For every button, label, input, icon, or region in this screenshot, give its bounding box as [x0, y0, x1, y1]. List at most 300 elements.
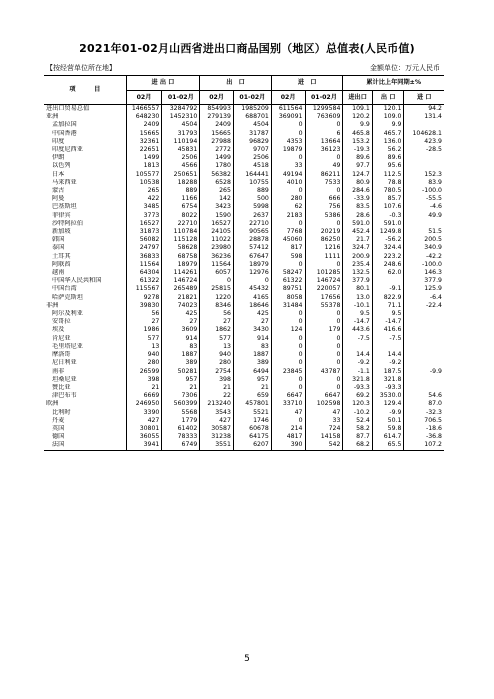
cell-value: 21821 [162, 294, 200, 302]
cell-value [372, 277, 404, 285]
cell-value: 36055 [126, 433, 162, 441]
row-label: 比利时 [52, 408, 71, 416]
table-row [44, 285, 444, 293]
cell-value: 9.5 [343, 310, 372, 318]
export-month-header: 02月 [200, 91, 234, 105]
cell-value: 2772 [200, 146, 234, 154]
cell-value [404, 154, 444, 162]
cell-value: 36236 [200, 253, 234, 261]
import-month-header: 02月 [271, 91, 305, 105]
cell-value: 105577 [126, 171, 162, 179]
cell-value: -33.9 [343, 195, 372, 203]
cell-value: 0 [305, 261, 343, 269]
cell-value: 3773 [126, 212, 162, 220]
cell-value: 854993 [200, 105, 234, 114]
table-row [44, 113, 444, 121]
cell-value: 152.3 [404, 171, 444, 179]
cell-value: 1986 [126, 326, 162, 334]
cell-value: 16527 [126, 220, 162, 228]
cell-value: -9.1 [372, 285, 404, 293]
cell-value: 2754 [200, 368, 234, 376]
cell-value: -18.6 [404, 425, 444, 433]
cell-value: 120.3 [343, 400, 372, 408]
total-group-header: 进 出 口 [126, 76, 200, 91]
row-label: 丹麦 [52, 416, 65, 424]
cell-value: 0 [271, 343, 305, 351]
cell-value: 0 [271, 261, 305, 269]
cell-value: 115128 [162, 236, 200, 244]
cell-value: 36123 [305, 146, 343, 154]
cell-value: 10538 [126, 179, 162, 187]
row-label: 马来西亚 [52, 178, 77, 186]
cell-value: 9.9 [343, 121, 372, 129]
table-row [44, 351, 444, 359]
cell-value: 49.9 [404, 212, 444, 220]
table-row [44, 179, 444, 187]
cell-value: 14.4 [343, 351, 372, 359]
cell-value: 102598 [305, 400, 343, 408]
row-label: 印度尼西亚 [52, 146, 83, 154]
cell-value [404, 343, 444, 351]
row-label: 坦桑尼亚 [52, 375, 77, 383]
cell-value: 1216 [305, 244, 343, 252]
cell-value [404, 162, 444, 170]
row-label: 阿曼 [52, 195, 65, 203]
cell-value: 68758 [162, 253, 200, 261]
table-row [44, 138, 444, 146]
cell-value: 18646 [233, 302, 271, 310]
row-label: 非洲 [46, 301, 59, 309]
cell-value: 4165 [233, 294, 271, 302]
cell-value: 265 [126, 187, 162, 195]
cell-value: 1111 [305, 253, 343, 261]
cell-value: 3543 [200, 409, 234, 417]
cell-value: 114261 [162, 269, 200, 277]
cell-value: 389 [162, 359, 200, 367]
cell-value: 280 [271, 195, 305, 203]
cell-value: 591.0 [372, 220, 404, 228]
cell-value: 25815 [200, 285, 234, 293]
cell-value: 107.6 [372, 203, 404, 211]
cell-value: 1299584 [305, 105, 343, 114]
cell-value: 0 [305, 359, 343, 367]
cell-value: 1499 [126, 154, 162, 162]
cell-value: 18979 [233, 261, 271, 269]
cell-value: 58247 [271, 269, 305, 277]
cell-value: 340.9 [404, 244, 444, 252]
cell-value: 1466557 [126, 105, 162, 114]
cell-value: 14158 [305, 433, 343, 441]
table-row [44, 343, 444, 351]
table-row [44, 105, 444, 114]
cell-value: 940 [200, 351, 234, 359]
cell-value: 6 [305, 130, 343, 138]
cell-value: 87.0 [404, 400, 444, 408]
cell-value: 0 [271, 130, 305, 138]
cell-value: 67647 [233, 253, 271, 261]
row-label: 南非 [52, 367, 65, 375]
cell-value: 56082 [126, 236, 162, 244]
cell-value: 422 [126, 195, 162, 203]
cell-value: 59.8 [372, 425, 404, 433]
cell-value: 13.0 [343, 294, 372, 302]
cell-value: 83.9 [404, 179, 444, 187]
cell-value: 4504 [162, 121, 200, 129]
cell-value: 822.9 [372, 294, 404, 302]
cell-value: 3430 [233, 326, 271, 334]
table-row [44, 130, 444, 138]
cell-value: 577 [126, 335, 162, 343]
cell-value: 16527 [200, 220, 234, 228]
cell-value: 112.5 [372, 171, 404, 179]
cell-value: 10755 [233, 179, 271, 187]
cell-value: 1813 [126, 162, 162, 170]
row-label: 肯尼亚 [52, 334, 71, 342]
cell-value: -55.5 [404, 195, 444, 203]
cell-value: 914 [233, 335, 271, 343]
row-label: 哈萨克斯坦 [52, 293, 83, 301]
cell-value: 223.2 [372, 253, 404, 261]
cell-value [343, 343, 372, 351]
table-row [44, 409, 444, 417]
cell-value: 1590 [200, 212, 234, 220]
cell-value: 724 [305, 425, 343, 433]
cell-value: 0 [271, 121, 305, 129]
basis-note: 【按经营单位所在地】 [46, 64, 116, 72]
cell-value: 179 [305, 326, 343, 334]
table-row [44, 121, 444, 129]
cell-value: -100.0 [404, 187, 444, 195]
cell-value: 124.7 [343, 171, 372, 179]
cell-value: 214 [271, 425, 305, 433]
cell-value: 9707 [233, 146, 271, 154]
cell-value: 86250 [305, 236, 343, 244]
cell-value: 1746 [233, 417, 271, 425]
cell-value: 560399 [162, 400, 200, 408]
total-month-header: 02月 [126, 91, 162, 105]
table-row [44, 392, 444, 400]
cell-value: 19879 [271, 146, 305, 154]
cell-value: 87.7 [343, 433, 372, 441]
cell-value: 0 [305, 384, 343, 392]
cell-value: 30587 [200, 425, 234, 433]
cell-value: 89.6 [372, 154, 404, 162]
export-group-header: 出 口 [200, 76, 272, 91]
trade-table [44, 75, 444, 451]
cell-value: 89751 [271, 285, 305, 293]
cell-value [404, 326, 444, 334]
cell-value: 69.2 [343, 392, 372, 400]
table-row [44, 277, 444, 285]
cell-value: 542 [305, 441, 343, 450]
table-row [44, 400, 444, 408]
cell-value: 324.4 [372, 244, 404, 252]
cell-value: 0 [271, 187, 305, 195]
cell-value: -9.2 [372, 359, 404, 367]
cell-value: 756 [305, 203, 343, 211]
cell-value: 89.6 [343, 154, 372, 162]
cell-value: 6207 [233, 441, 271, 450]
cell-value: 131.4 [404, 113, 444, 121]
cell-value: 2409 [200, 121, 234, 129]
cell-value: 398 [126, 376, 162, 384]
cell-value: 4353 [271, 138, 305, 146]
cell-value: 500 [233, 195, 271, 203]
change-export-header: 出 口 [372, 91, 404, 105]
cell-value [404, 318, 444, 326]
cell-value: 68.2 [343, 441, 372, 450]
cell-value: 94.2 [404, 105, 444, 114]
cell-value: 28.6 [343, 212, 372, 220]
cell-value: 52.4 [343, 417, 372, 425]
cell-value: 27 [200, 318, 234, 326]
cell-value: 107.2 [404, 441, 444, 450]
cell-value: 0 [200, 277, 234, 285]
cell-value: 423.9 [404, 138, 444, 146]
cell-value [404, 351, 444, 359]
cell-value: 9278 [126, 294, 162, 302]
cell-value: 0 [305, 220, 343, 228]
cell-value: -1.1 [343, 368, 372, 376]
cell-value: 0 [271, 154, 305, 162]
cell-value: 27 [126, 318, 162, 326]
cell-value: 213240 [200, 400, 234, 408]
cell-value: 1499 [200, 154, 234, 162]
cell-value: 33 [271, 162, 305, 170]
row-label: 泰国 [52, 244, 65, 252]
cell-value: 80.9 [343, 179, 372, 187]
cell-value: 95.6 [372, 162, 404, 170]
table-row [44, 261, 444, 269]
cell-value: 129.4 [372, 400, 404, 408]
cell-value: 1220 [200, 294, 234, 302]
cell-value: 0 [305, 343, 343, 351]
table-row [44, 212, 444, 220]
page-title: 2021年01-02月山西省进出口商品国别（地区）总值表(人民币值) [79, 42, 415, 55]
row-label: 中国华人民共和国 [52, 277, 102, 285]
cell-value: -36.8 [404, 433, 444, 441]
cell-value: 85.7 [372, 195, 404, 203]
import-group-header: 进 口 [271, 76, 343, 91]
cell-value: 115567 [126, 285, 162, 293]
cell-value: 49 [305, 162, 343, 170]
cell-value: 23980 [200, 244, 234, 252]
cell-value: 47 [271, 409, 305, 417]
row-label: 欧洲 [46, 400, 59, 408]
cell-value: 136.0 [372, 138, 404, 146]
cell-value: 425 [233, 310, 271, 318]
cell-value: 324.7 [343, 244, 372, 252]
cell-value: 36833 [126, 253, 162, 261]
cell-value: 9.5 [372, 310, 404, 318]
cell-value: 265489 [162, 285, 200, 293]
cell-value: 688701 [233, 113, 271, 121]
cell-value [372, 343, 404, 351]
cell-value: 250651 [162, 171, 200, 179]
table-row [44, 302, 444, 310]
cell-value: 187.5 [372, 368, 404, 376]
cell-value: 4518 [233, 162, 271, 170]
cell-value: 763609 [305, 113, 343, 121]
cell-value: 32361 [126, 138, 162, 146]
cell-value: 390 [271, 441, 305, 450]
table-row [44, 236, 444, 244]
cell-value: 577 [200, 335, 234, 343]
table-row [44, 203, 444, 211]
row-label: 韩国 [52, 236, 65, 244]
change-total-header: 进出口 [343, 91, 372, 105]
row-label: 巴基斯坦 [52, 203, 77, 211]
cell-value: 0 [271, 220, 305, 228]
cell-value: 377.9 [343, 277, 372, 285]
cell-value: 4504 [233, 121, 271, 129]
cell-value: 817 [271, 244, 305, 252]
cell-value: 3530.0 [372, 392, 404, 400]
cell-value: 614.7 [372, 433, 404, 441]
cell-value: 889 [233, 187, 271, 195]
cell-value: 659 [233, 392, 271, 400]
table-row [44, 220, 444, 228]
cell-value: 7533 [305, 179, 343, 187]
cell-value: 6754 [162, 203, 200, 211]
cell-value: 4566 [162, 162, 200, 170]
cell-value: -19.3 [343, 146, 372, 154]
cell-value: 21 [126, 384, 162, 392]
cell-value: 0 [271, 335, 305, 343]
cell-value: 74023 [162, 302, 200, 310]
cell-value: 4010 [271, 179, 305, 187]
cell-value: 1887 [233, 351, 271, 359]
cell-value: 24105 [200, 228, 234, 236]
cell-value: 6669 [126, 392, 162, 400]
cell-value: 3941 [126, 441, 162, 450]
cell-value: 9.9 [372, 121, 404, 129]
cell-value: 0 [305, 154, 343, 162]
cell-value: 8022 [162, 212, 200, 220]
cell-value: 3485 [126, 203, 162, 211]
cell-value: 321.8 [343, 376, 372, 384]
cell-value: 280 [126, 359, 162, 367]
table-row [44, 310, 444, 318]
row-label: 菲律宾 [52, 211, 71, 219]
cell-value: 416.6 [372, 326, 404, 334]
cell-value: 65.5 [372, 441, 404, 450]
row-label: 蒙古 [52, 187, 65, 195]
cell-value: 0 [305, 121, 343, 129]
cell-value: 369091 [271, 113, 305, 121]
cell-value: 153.2 [343, 138, 372, 146]
cell-value: 1166 [162, 195, 200, 203]
row-label: 中国香港 [52, 129, 77, 137]
cell-value: 6057 [200, 269, 234, 277]
cell-value: 279139 [200, 113, 234, 121]
table-row [44, 253, 444, 261]
cell-value: 5386 [305, 212, 343, 220]
table-row [44, 154, 444, 162]
cell-value: 3551 [200, 441, 234, 450]
table-row [44, 441, 444, 450]
page-number: 5 [244, 654, 250, 664]
cell-value [404, 220, 444, 228]
cell-value: 6647 [305, 392, 343, 400]
cell-value: 0 [305, 187, 343, 195]
cell-value: 56382 [200, 171, 234, 179]
row-label: 英国 [52, 424, 65, 432]
cell-value: 18979 [162, 261, 200, 269]
cell-value: 56.2 [372, 146, 404, 154]
cell-value: 246950 [126, 400, 162, 408]
cell-value: -93.3 [372, 384, 404, 392]
table-row [44, 269, 444, 277]
cell-value: 11022 [200, 236, 234, 244]
cell-value: -100.0 [404, 261, 444, 269]
cell-value: 64304 [126, 269, 162, 277]
change-import-header: 进 口 [404, 91, 444, 105]
cell-value: 23845 [271, 368, 305, 376]
table-row [44, 417, 444, 425]
cell-value: 0 [305, 376, 343, 384]
cell-value: 21 [162, 384, 200, 392]
cell-value: 780.5 [372, 187, 404, 195]
cell-value: 7306 [162, 392, 200, 400]
cell-value: 31873 [126, 228, 162, 236]
cell-value: 33 [305, 417, 343, 425]
cell-value: -93.3 [343, 384, 372, 392]
cell-value: 13 [126, 343, 162, 351]
cell-value: -6.4 [404, 294, 444, 302]
cell-value: 39830 [126, 302, 162, 310]
cell-value: 62 [271, 203, 305, 211]
cell-value: 49194 [271, 171, 305, 179]
cell-value: 5998 [233, 203, 271, 211]
cell-value: 15665 [126, 130, 162, 138]
cell-value: 11564 [200, 261, 234, 269]
cell-value: 200.5 [404, 236, 444, 244]
cell-value: 248.6 [372, 261, 404, 269]
cell-value: 11564 [126, 261, 162, 269]
cell-value: -9.9 [372, 409, 404, 417]
cell-value: 389 [233, 359, 271, 367]
cell-value: 914 [162, 335, 200, 343]
cell-value: -10.2 [343, 409, 372, 417]
cell-value: 0 [271, 351, 305, 359]
cell-value: 96829 [233, 138, 271, 146]
cell-value: 22 [200, 392, 234, 400]
table-row [44, 171, 444, 179]
cell-value: 22710 [162, 220, 200, 228]
item-header: 项 目 [44, 76, 126, 105]
cell-value: 1780 [200, 162, 234, 170]
cell-value: 3609 [162, 326, 200, 334]
cell-value: 5521 [233, 409, 271, 417]
table-body [44, 105, 444, 451]
row-label: 新加坡 [52, 228, 71, 236]
cell-value: 57412 [233, 244, 271, 252]
cell-value: 425 [162, 310, 200, 318]
cell-value: 1779 [162, 417, 200, 425]
cell-value: 15665 [200, 130, 234, 138]
cell-value: 33710 [271, 400, 305, 408]
cell-value: 146724 [162, 277, 200, 285]
cell-value: -7.5 [372, 335, 404, 343]
cell-value: 51.5 [404, 228, 444, 236]
row-label: 埃及 [52, 326, 65, 334]
cell-value: -14.7 [343, 318, 372, 326]
table-row [44, 228, 444, 236]
cell-value: 265 [200, 187, 234, 195]
cell-value: 78333 [162, 433, 200, 441]
cell-value [404, 310, 444, 318]
